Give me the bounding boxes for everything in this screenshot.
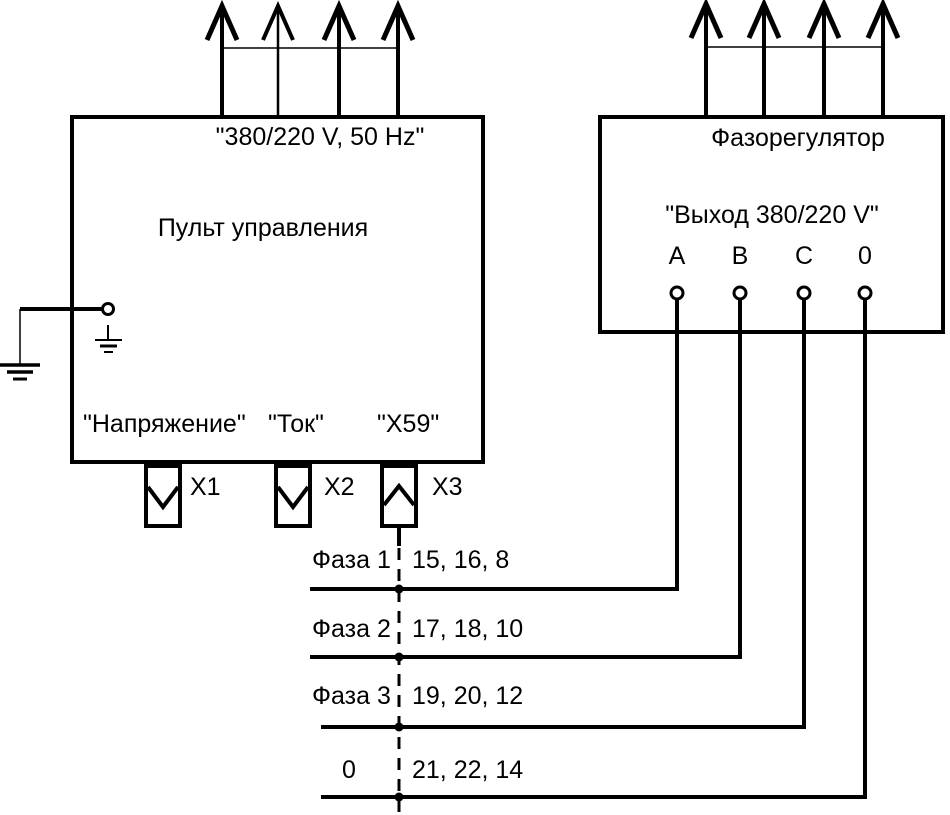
terminal-a-label: А (668, 242, 686, 270)
terminal-zero-circle (859, 287, 871, 299)
wire-zero-name: 0 (342, 756, 356, 784)
terminal-zero-label: 0 (858, 242, 872, 270)
terminal-a-circle (671, 287, 683, 299)
wire-phase-2-name: Фаза 2 (312, 615, 391, 643)
wire-phase-3-name: Фаза 3 (312, 682, 391, 710)
connector-x2-label: Х2 (324, 473, 355, 501)
connector-x3-icon (382, 466, 416, 546)
connector-x1-icon (146, 466, 180, 526)
terminal-c-circle (798, 287, 810, 299)
supply-label: "380/220 V, 50 Hz" (215, 123, 425, 151)
wire-phase-1-name: Фаза 1 (312, 546, 391, 574)
terminal-b-circle (734, 287, 746, 299)
wire-phase-1-pins: 15, 16, 8 (412, 546, 510, 574)
socket-label-current: "Ток" (268, 410, 324, 438)
supply-arrows-left-icon (207, 6, 413, 115)
socket-label-x59: "Х59" (377, 410, 440, 438)
terminal-c-label: С (794, 242, 814, 270)
socket-label-voltage: "Напряжение" (83, 410, 246, 438)
ground-terminal-circle (103, 304, 114, 315)
chassis-ground-icon (95, 325, 122, 352)
wire-phase-3 (321, 299, 804, 727)
output-label: "Выход 380/220 V" (665, 201, 879, 229)
wire-phase-2-pins: 17, 18, 10 (412, 615, 524, 643)
connector-x3-label: Х3 (432, 473, 463, 501)
connector-x1-label: Х1 (190, 473, 221, 501)
wire-phase-3-pins: 19, 20, 12 (412, 682, 524, 710)
terminal-b-label: В (731, 242, 749, 270)
connector-x2-icon (276, 466, 310, 526)
wire-zero-pins: 21, 22, 14 (412, 756, 524, 784)
control-panel-title: Пульт управления (157, 214, 369, 242)
wire-zero (321, 299, 865, 797)
terminal-circles (671, 287, 871, 299)
supply-arrows-right-icon (691, 4, 898, 115)
earth-ground-icon (0, 309, 104, 379)
phase-regulator-title: Фазорегулятор (711, 124, 885, 152)
